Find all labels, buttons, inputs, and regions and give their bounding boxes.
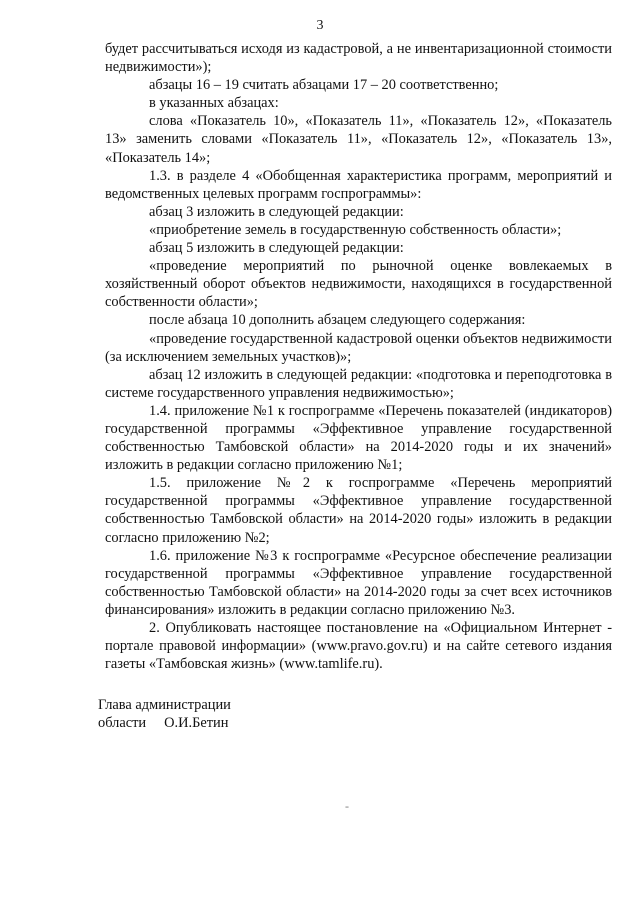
paragraph: абзац 12 изложить в следующей редакции: «подготовка и переподготовка в системе государственного управления недвижимостью»; — [105, 366, 612, 401]
paragraph: «приобретение земель в государственную собственность области»; — [149, 221, 562, 238]
signature-block — [98, 696, 231, 732]
paragraph: «проведение мероприятий по рыночной оценке вовлекаемых в хозяйственный оборот объектов недвижимости, находящихся в государственной собственности области»; — [105, 258, 612, 311]
paragraph: 2. Опубликовать настоящее постановление на «Официальном Интернет - портале правовой информации» (www.pravo.gov.ru) и на сайте сетевого издания газеты «Тамбовская жизнь» (www.tamlife.ru). — [105, 620, 612, 673]
footer-mark: - — [345, 799, 349, 813]
paragraph: 1.6. приложение №3 к госпрограмме «Ресурсное обеспечение реализации государственной программы «Эффективное управление государственной собственностью Тамбовской области» на 2014-2020 годы за счет всех источников финансирования» изложить в редакции согласно приложению №3. — [105, 547, 612, 618]
paragraph: после абзаца 10 дополнить абзацем следующего содержания: — [149, 312, 526, 329]
paragraph: абзац 5 изложить в следующей редакции: — [149, 240, 404, 257]
paragraph: слова «Показатель 10», «Показатель 11», «Показатель 12», «Показатель 13» заменить словами «Показатель 11», «Показатель 12», «Показатель 13», «Показатель 14»; — [105, 113, 612, 166]
paragraph: будет рассчитываться исходя из кадастровой, а не инвентаризационной стоимости недвижимости»); — [105, 41, 612, 76]
signature-name: области О.И.Бетин — [98, 715, 229, 732]
page-number: 3 — [316, 18, 324, 33]
paragraph: «проведение государственной кадастровой оценки объектов недвижимости (за исключением земельных участков)»; — [105, 330, 612, 365]
paragraph: в указанных абзацах: — [149, 95, 279, 112]
paragraph: абзац 3 изложить в следующей редакции: — [149, 203, 404, 220]
document-body — [105, 40, 612, 673]
paragraph: абзацы 16 – 19 считать абзацами 17 – 20 соответственно; — [149, 77, 499, 94]
signature-title: Глава администрации — [98, 697, 231, 713]
paragraph: 1.5. приложение №2 к госпрограмме «Перечень мероприятий государственной программы «Эффективное управление государственной собственностью Тамбовской области» на 2014-2020 годы» изложить в редакции согласно приложению №2; — [105, 475, 612, 546]
paragraph: 1.3. в разделе 4 «Обобщенная характеристика программ, мероприятий и ведомственных целевых программ госпрограммы»: — [105, 167, 612, 202]
paragraph: 1.4. приложение №1 к госпрограмме «Перечень показателей (индикаторов) государственной программы «Эффективное управление государственной собственностью Тамбовской области» на 2014-2020 годы и их значений» изложить в редакции согласно приложению №1; — [105, 402, 612, 474]
